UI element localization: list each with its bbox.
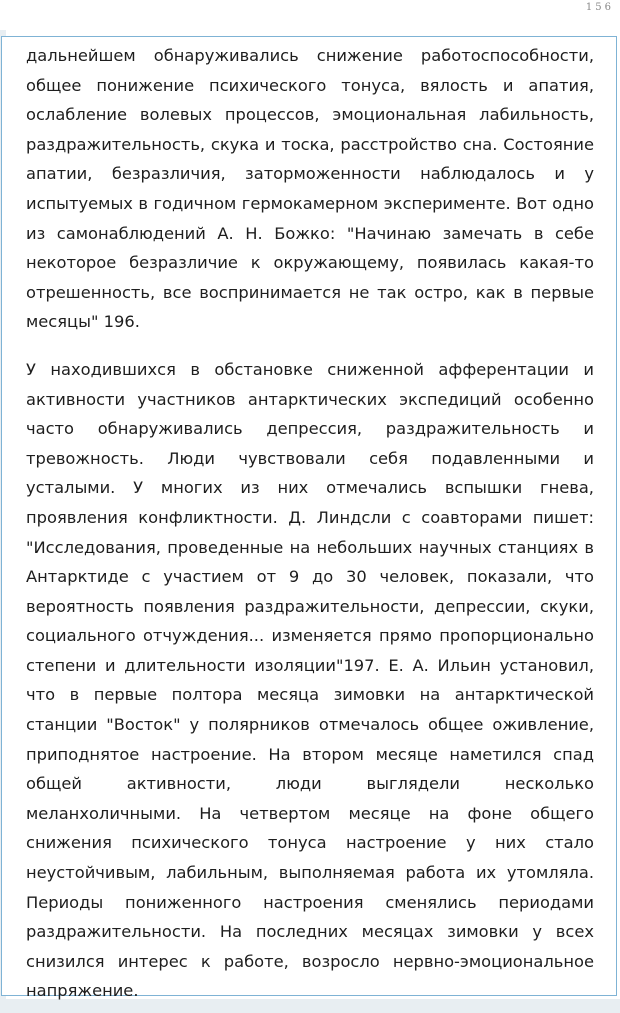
paragraph: У находившихся в обстановке сниженной афферентации и активности участников антарктических экспедиций особенно часто обнаруживались депрессия, раздражительность и тревожность. Люди чувствовали себя подавленными и усталыми. У многих из них отмечались вспышки гнева, проявления конфликтности. Д. Линдсли с соавторами пишет: "Исследования, проведенные на небольших научных станциях в Антарктиде с участием от 9 до 30 человек, показали, что вероятность появления раздражительности, депрессии, скуки, социального отчуждения... изменяется прямо пропорционально степени и длительности изоляции"197. Е. А. Ильин установил, что в первые полтора месяца зимовки на антарктической станции "Восток" у полярников отмечалось общее оживление, приподнятое настроение. На втором месяце наметился спад общей активности, люди выглядели несколько меланхоличными. На четвертом месяце на фоне общего снижения психического тонуса настроение у них стало неустойчивым, лабильным, выполняемая работа их утомляла. Периоды пониженного настроения сменялись периодами раздражительности. На последних месяцах зимовки у всех снизился интерес к работе, возросло нервно-эмоциональное напряжение. [26,359,594,1001]
page-header [0,0,620,30]
document-body [26,41,594,1006]
page-number: 156 [585,2,614,13]
paragraph: дальнейшем обнаруживались снижение работоспособности, общее понижение психического тонуса, вялость и апатия, ослабление волевых процессов, эмоциональная лабильность, раздражительность, скука и тоска, расстройство сна. Состояние апатии, безразличия, заторможенности наблюдалось и у испытуемых в годичном гермокамерном эксперименте. Вот одно из самонаблюдений А. Н. Божко: "Начинаю замечать в себе некоторое безразличие к окружающему, появилась какая-то отрешенность, все воспринимается не так остро, как в первые месяцы" 196. [26,46,594,332]
